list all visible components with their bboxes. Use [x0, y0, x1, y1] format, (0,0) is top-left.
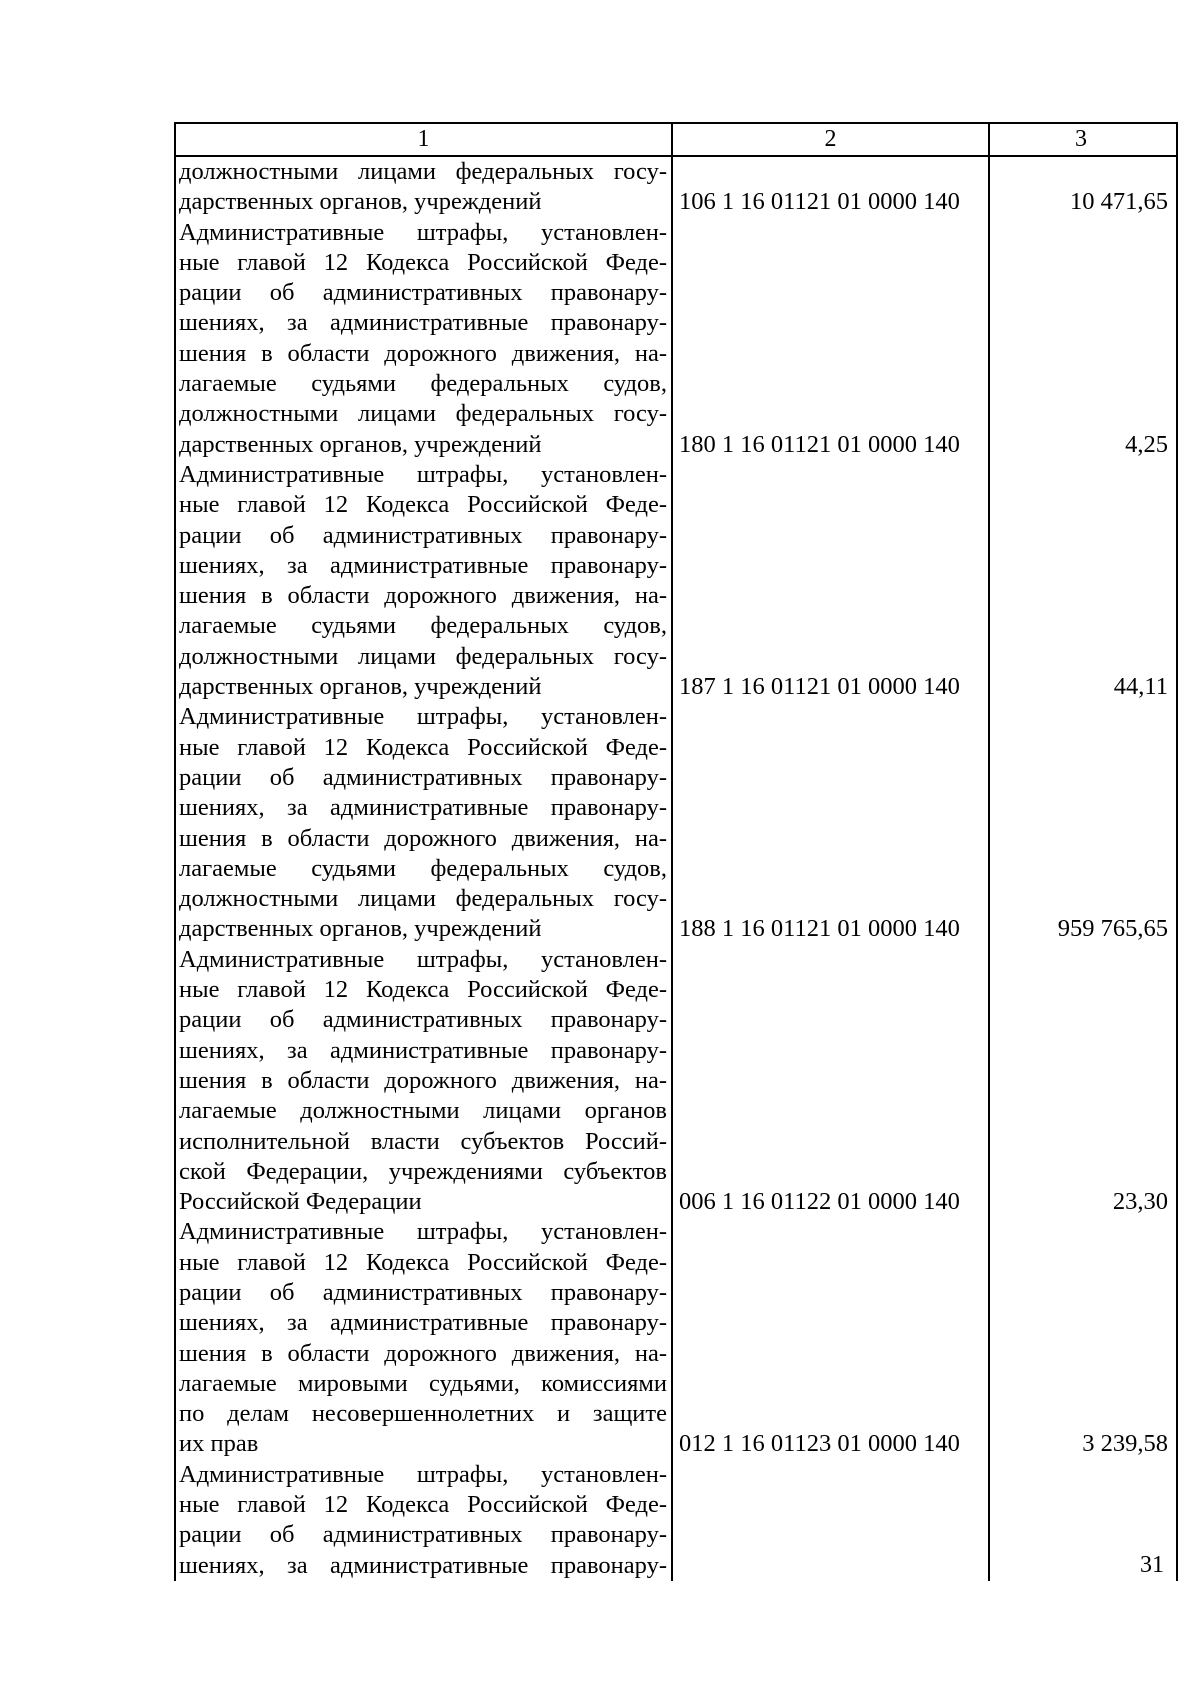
- table-row: [176, 1460, 1176, 1581]
- row-description: [176, 1217, 673, 1459]
- table-row: [176, 945, 1176, 1218]
- description-line: ской Федерации, учреждениями субъектов: [179, 1157, 667, 1185]
- description-line: шения в области дорожного движения, на-: [179, 824, 667, 852]
- description-line: исполнительной власти субъектов Россий-: [179, 1127, 667, 1155]
- row-code-cell: [673, 1460, 990, 1581]
- row-description: [176, 157, 673, 218]
- row-code-cell: [673, 702, 990, 944]
- budget-classification-code: 188 1 16 01121 01 0000 140: [679, 915, 960, 943]
- row-code-cell: [673, 157, 990, 218]
- description-line: ные главой 12 Кодекса Российской Феде-: [179, 1248, 667, 1276]
- description-line: дарственных органов, учреждений: [179, 430, 542, 458]
- description-line: шениях, за административные правонару-: [179, 1551, 667, 1579]
- description-line: по делам несовершеннолетних и защите: [179, 1400, 667, 1428]
- description-line: лагаемые судьями федеральных судов,: [179, 612, 667, 640]
- description-line: должностными лицами федеральных госу-: [179, 158, 667, 185]
- description-line: ные главой 12 Кодекса Российской Феде-: [179, 491, 667, 519]
- amount-value: 4,25: [1125, 430, 1168, 458]
- row-amount-cell: [990, 460, 1172, 702]
- table-row: [176, 702, 1176, 944]
- row-code-cell: [673, 460, 990, 702]
- row-code-cell: [673, 1217, 990, 1459]
- description-line: лагаемые должностными лицами органов: [179, 1097, 667, 1125]
- description-line: Российской Федерации: [179, 1188, 422, 1216]
- row-description: [176, 702, 673, 944]
- row-description: [176, 460, 673, 702]
- row-code-cell: [673, 218, 990, 460]
- row-amount-cell: [990, 218, 1172, 460]
- description-line: рации об административных правонару-: [179, 521, 667, 549]
- budget-table: [174, 122, 1178, 1581]
- description-line: шениях, за административные правонару-: [179, 1309, 667, 1337]
- description-line: ные главой 12 Кодекса Российской Феде-: [179, 1491, 667, 1519]
- description-line: Административные штрафы, установлен-: [179, 703, 667, 731]
- description-line: Административные штрафы, установлен-: [179, 218, 667, 246]
- amount-value: 959 765,65: [1057, 915, 1168, 943]
- description-line: дарственных органов, учреждений: [179, 915, 542, 943]
- table-body: [176, 157, 1176, 1581]
- table-row: [176, 1217, 1176, 1459]
- table-row: [176, 157, 1176, 218]
- amount-value: 23,30: [1112, 1188, 1168, 1216]
- description-line: лагаемые судьями федеральных судов,: [179, 370, 667, 398]
- description-line: шения в области дорожного движения, на-: [179, 1066, 667, 1094]
- page-number: 31: [1140, 1552, 1164, 1578]
- description-line: ные главой 12 Кодекса Российской Феде-: [179, 733, 667, 761]
- description-line: Административные штрафы, установлен-: [179, 1460, 667, 1488]
- description-line: рации об административных правонару-: [179, 1521, 667, 1549]
- description-line: их прав: [179, 1430, 259, 1458]
- row-description: [176, 218, 673, 460]
- budget-classification-code: 180 1 16 01121 01 0000 140: [679, 430, 960, 458]
- description-line: должностными лицами федеральных госу-: [179, 400, 667, 428]
- table-row: [176, 460, 1176, 702]
- row-amount-cell: [990, 157, 1172, 218]
- row-description: [176, 945, 673, 1218]
- description-line: ные главой 12 Кодекса Российской Феде-: [179, 248, 667, 276]
- description-line: лагаемые судьями федеральных судов,: [179, 854, 667, 882]
- table-header-row: [176, 124, 1176, 157]
- amount-value: 10 471,65: [1070, 188, 1168, 216]
- column-header-1: 1: [176, 124, 673, 155]
- description-line: шениях, за административные правонару-: [179, 551, 667, 579]
- description-line: шения в области дорожного движения, на-: [179, 582, 667, 610]
- budget-classification-code: 012 1 16 01123 01 0000 140: [679, 1430, 960, 1458]
- row-amount-cell: [990, 702, 1172, 944]
- budget-classification-code: 006 1 16 01122 01 0000 140: [679, 1188, 960, 1216]
- amount-value: 3 239,58: [1082, 1430, 1168, 1458]
- column-header-3: 3: [1075, 126, 1087, 152]
- description-line: шения в области дорожного движения, на-: [179, 339, 667, 367]
- amount-value: 44,11: [1113, 673, 1168, 701]
- budget-classification-code: 106 1 16 01121 01 0000 140: [679, 188, 960, 216]
- budget-classification-code: 187 1 16 01121 01 0000 140: [679, 673, 960, 701]
- description-line: рации об административных правонару-: [179, 279, 667, 307]
- table-row: [176, 218, 1176, 460]
- description-line: шениях, за административные правонару-: [179, 794, 667, 822]
- description-line: ные главой 12 Кодекса Российской Феде-: [179, 976, 667, 1004]
- description-line: Административные штрафы, установлен-: [179, 1218, 667, 1246]
- description-line: Административные штрафы, установлен-: [179, 460, 667, 488]
- row-amount-cell: [990, 945, 1172, 1218]
- description-line: должностными лицами федеральных госу-: [179, 885, 667, 913]
- row-description: [176, 1460, 673, 1581]
- description-line: Административные штрафы, установлен-: [179, 945, 667, 973]
- row-code-cell: [673, 945, 990, 1218]
- description-line: рации об административных правонару-: [179, 1278, 667, 1306]
- description-line: лагаемые мировыми судьями, комиссиями: [179, 1369, 667, 1397]
- description-line: шениях, за административные правонару-: [179, 309, 667, 337]
- description-line: должностными лицами федеральных госу-: [179, 642, 667, 670]
- description-line: шениях, за административные правонару-: [179, 1036, 667, 1064]
- description-line: рации об административных правонару-: [179, 763, 667, 791]
- description-line: рации об административных правонару-: [179, 1006, 667, 1034]
- row-amount-cell: [990, 1217, 1172, 1459]
- description-line: дарственных органов, учреждений: [179, 673, 542, 701]
- description-line: шения в области дорожного движения, на-: [179, 1339, 667, 1367]
- description-line: дарственных органов, учреждений: [179, 188, 542, 216]
- column-header-2: 2: [673, 124, 990, 155]
